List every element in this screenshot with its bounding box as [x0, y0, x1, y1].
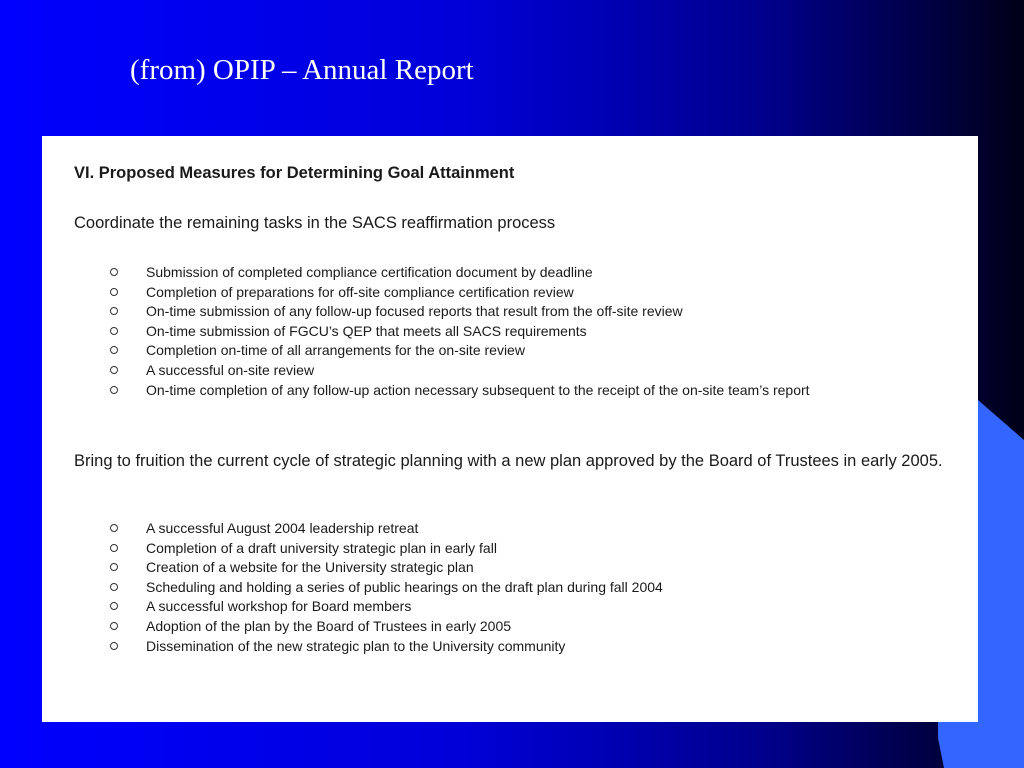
hollow-bullet-icon — [110, 346, 118, 354]
goal-statement-sacs: Coordinate the remaining tasks in the SACS reaffirmation process — [74, 214, 556, 232]
list-item — [110, 579, 950, 596]
hollow-bullet-icon — [110, 583, 118, 591]
hollow-bullet-icon — [110, 288, 118, 296]
hollow-bullet-icon — [110, 622, 118, 630]
measure-text: On-time submission of FGCU’s QEP that meets all SACS requirements — [146, 322, 587, 339]
measure-text: A successful August 2004 leadership retreat — [146, 520, 419, 536]
hollow-bullet-icon — [110, 327, 118, 335]
list-item — [110, 382, 950, 399]
strategic-plan-measures-list — [110, 520, 950, 657]
measure-text: Adoption of the plan by the Board of Trustees in early 2005 — [146, 617, 512, 634]
list-item — [110, 284, 950, 301]
measure-text: Completion of a draft university strategic plan in early fall — [146, 539, 497, 556]
hollow-bullet-icon — [110, 602, 118, 610]
list-item — [110, 362, 950, 379]
measure-text: Dissemination of the new strategic plan to the University community — [146, 637, 566, 654]
section-heading: VI. Proposed Measures for Determining Goal Attainment — [74, 164, 515, 182]
hollow-bullet-icon — [110, 386, 118, 394]
measure-text: Completion on-time of all arrangements for the on-site review — [146, 342, 525, 359]
hollow-bullet-icon — [110, 544, 118, 552]
hollow-bullet-icon — [110, 642, 118, 650]
list-item — [110, 559, 950, 576]
hollow-bullet-icon — [110, 524, 118, 532]
measure-text: Submission of completed compliance certification document by deadline — [146, 264, 593, 280]
list-item — [110, 598, 950, 615]
hollow-bullet-icon — [110, 563, 118, 571]
report-excerpt-panel — [42, 136, 978, 722]
measure-text: On-time submission of any follow-up focused reports that result from the off-site review — [146, 303, 683, 320]
slide-title: (from) OPIP – Annual Report — [130, 54, 474, 86]
list-item — [110, 323, 950, 340]
hollow-bullet-icon — [110, 366, 118, 374]
hollow-bullet-icon — [110, 307, 118, 315]
measure-text: On-time completion of any follow-up action necessary subsequent to the receipt of the on-site team’s report — [146, 381, 810, 398]
measure-text: Creation of a website for the University strategic plan — [146, 559, 474, 576]
list-item — [110, 540, 950, 557]
list-item — [110, 264, 950, 281]
measure-text: A successful on-site review — [146, 361, 315, 378]
hollow-bullet-icon — [110, 268, 118, 276]
measure-text: A successful workshop for Board members — [146, 598, 412, 615]
list-item — [110, 638, 950, 655]
list-item — [110, 342, 950, 359]
measure-text: Completion of preparations for off-site compliance certification review — [146, 283, 574, 300]
list-item — [110, 303, 950, 320]
sacs-measures-list — [110, 264, 950, 401]
goal-statement-strategic-plan: Bring to fruition the current cycle of strategic planning with a new plan approved by the Board of Trustees in early 2005. — [74, 452, 943, 470]
list-item — [110, 520, 950, 537]
measure-text: Scheduling and holding a series of public hearings on the draft plan during fall 2004 — [146, 578, 663, 595]
list-item — [110, 618, 950, 635]
